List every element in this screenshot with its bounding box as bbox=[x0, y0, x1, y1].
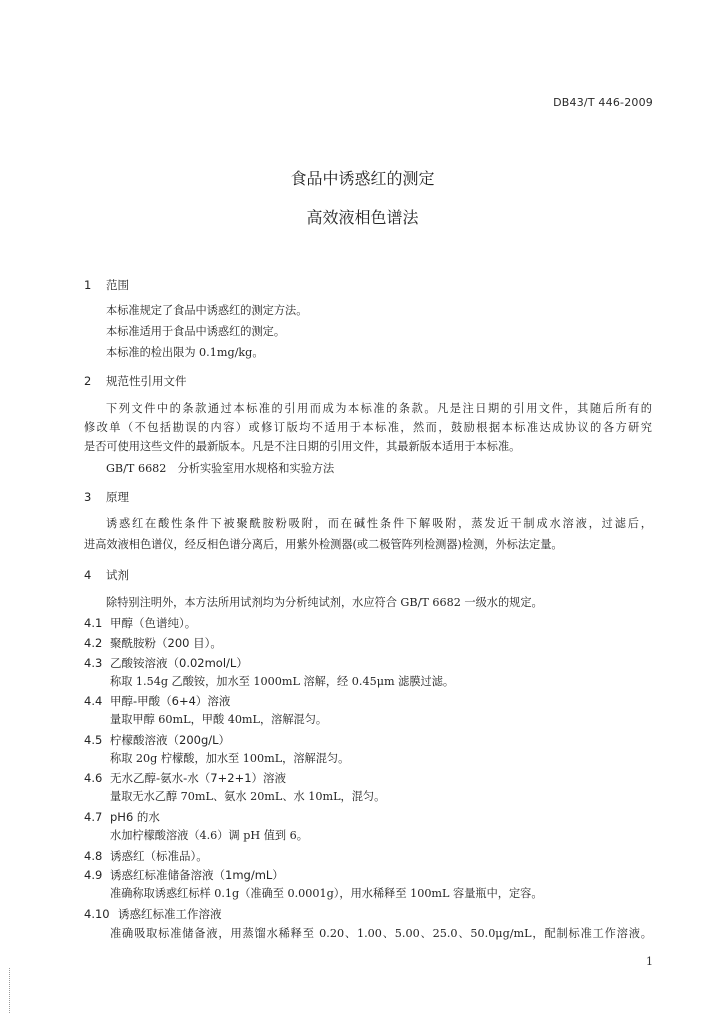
item-number: 4.3 bbox=[84, 656, 103, 670]
section-1-heading bbox=[84, 278, 129, 292]
item-number: 4.6 bbox=[84, 771, 103, 785]
item-title: 无水乙醇-氨水-水（7+2+1）溶液 bbox=[110, 771, 287, 785]
sec3-text-line-2: 进高效液相色谱仪，经反相色谱分离后，用紫外检测器(或二极管阵列检测器)检测，外标法定量。 bbox=[84, 538, 563, 551]
page-number: 1 bbox=[646, 955, 653, 968]
sec1-paragraph-1: 本标准规定了食品中诱惑红的测定方法。 bbox=[106, 304, 308, 317]
sec2-text-line-2: 修改单（不包括勘误的内容）或修订版均不适用于本标准，然而，鼓励根据本标准达成协议的各方研究 bbox=[84, 421, 652, 434]
section-number: 2 bbox=[84, 374, 92, 388]
reagent-item bbox=[84, 616, 196, 630]
item-title: 甲醇（色谱纯）。 bbox=[110, 616, 197, 630]
reagent-item bbox=[84, 656, 248, 670]
item-description: 准确吸取标准储备液，用蒸馏水稀释至 0.20、1.00、5.00、25.0、50.0μg/mL，配制标准工作溶液。 bbox=[110, 927, 652, 940]
item-description: 水加柠檬酸溶液（4.6）调 pH 值到 6。 bbox=[110, 829, 308, 842]
item-number: 4.5 bbox=[84, 733, 103, 747]
sec3-text-line-1: 诱惑红在酸性条件下被聚酰胺粉吸附，而在碱性条件下解吸附，蒸发近干制成水溶液，过滤后， bbox=[106, 517, 652, 530]
item-description: 量取无水乙醇 70mL、氨水 20mL、水 10mL，混匀。 bbox=[110, 790, 386, 803]
sec4-intro: 除特别注明外，本方法所用试剂均为分析纯试剂，水应符合 GB/T 6682 一级水的规定。 bbox=[106, 596, 543, 609]
section-number: 4 bbox=[84, 568, 92, 582]
item-title: 聚酰胺粉（200 目）。 bbox=[110, 636, 222, 650]
item-number: 4.9 bbox=[84, 868, 103, 882]
item-title: 柠檬酸溶液（200g/L） bbox=[110, 733, 231, 747]
section-2-heading bbox=[84, 374, 187, 388]
item-description: 称取 1.54g 乙酸铵，加水至 1000mL 溶解，经 0.45μm 滤膜过滤。 bbox=[110, 675, 455, 688]
reagent-item bbox=[84, 868, 284, 882]
sec2-text-line-1: 下列文件中的条款通过本标准的引用而成为本标准的条款。凡是注日期的引用文件，其随后所有的 bbox=[106, 402, 652, 415]
title-line-1: 食品中诱惑红的测定 bbox=[290, 169, 435, 188]
reagent-item bbox=[84, 636, 222, 650]
section-3-heading bbox=[84, 490, 129, 504]
item-title: 诱惑红标准工作溶液 bbox=[118, 907, 222, 921]
item-description: 准确称取诱惑红标样 0.1g（准确至 0.0001g），用水稀释至 100mL 容量瓶中，定容。 bbox=[110, 887, 543, 900]
item-number: 4.7 bbox=[84, 810, 103, 824]
section-number: 3 bbox=[84, 490, 92, 504]
item-number: 4.1 bbox=[84, 616, 103, 630]
item-title: 诱惑红标准储备溶液（1mg/mL） bbox=[110, 868, 284, 882]
normative-reference: GB/T 6682 分析实验室用水规格和实验方法 bbox=[106, 462, 335, 475]
title-line-2: 高效液相色谱法 bbox=[306, 208, 419, 227]
item-title: pH6 的水 bbox=[110, 810, 160, 824]
reagent-item bbox=[84, 907, 222, 921]
sec2-text-line-3: 是否可使用这些文件的最新版本。凡是不注日期的引用文件，其最新版本适用于本标准。 bbox=[84, 440, 521, 453]
section-title: 原理 bbox=[106, 490, 129, 504]
section-number: 1 bbox=[84, 278, 92, 292]
reagent-item bbox=[84, 810, 160, 824]
standard-code: DB43/T 446-2009 bbox=[553, 96, 653, 109]
reagent-item bbox=[84, 733, 230, 747]
binding-edge-marks bbox=[9, 968, 11, 1013]
item-description: 称取 20g 柠檬酸，加水至 100mL，溶解混匀。 bbox=[110, 752, 350, 765]
item-title: 乙酸铵溶液（0.02mol/L） bbox=[110, 656, 248, 670]
reagent-item bbox=[84, 694, 230, 708]
sec1-paragraph-3: 本标准的检出限为 0.1mg/kg。 bbox=[106, 346, 264, 359]
item-number: 4.8 bbox=[84, 849, 103, 863]
item-title: 诱惑红（标准品）。 bbox=[110, 849, 208, 863]
section-4-heading bbox=[84, 568, 129, 582]
item-number: 4.2 bbox=[84, 636, 103, 650]
reagent-item bbox=[84, 849, 208, 863]
section-title: 范围 bbox=[106, 278, 129, 292]
section-title: 规范性引用文件 bbox=[106, 374, 187, 388]
item-number: 4.10 bbox=[84, 907, 110, 921]
reagent-item bbox=[84, 771, 286, 785]
section-title: 试剂 bbox=[106, 568, 129, 582]
item-title: 甲醇-甲酸（6+4）溶液 bbox=[110, 694, 231, 708]
sec1-paragraph-2: 本标准适用于食品中诱惑红的测定。 bbox=[106, 325, 286, 338]
item-description: 量取甲醇 60mL，甲酸 40mL，溶解混匀。 bbox=[110, 713, 328, 726]
item-number: 4.4 bbox=[84, 694, 103, 708]
